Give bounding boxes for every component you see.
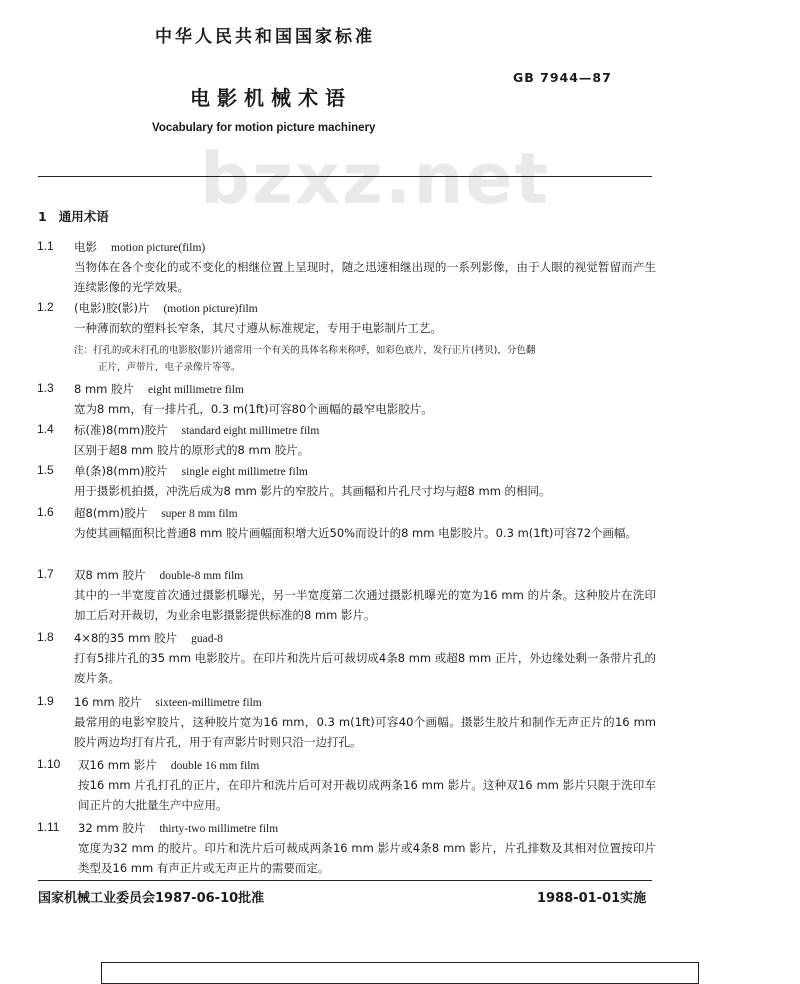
- entry-number: 1.3: [37, 381, 54, 395]
- term-en: double-8 mm film: [159, 570, 244, 582]
- entry-number: 1.5: [37, 463, 54, 477]
- section-title: 通用术语: [58, 209, 109, 224]
- approval-date: 国家机械工业委员会1987-06-10批准: [38, 891, 265, 906]
- term-cn: 电影: [74, 240, 97, 254]
- entry-number: 1.10: [37, 757, 61, 771]
- term-en: (motion picture)film: [163, 303, 258, 315]
- term-cn: 32 mm 胶片: [78, 821, 146, 835]
- term-en: motion picture(film): [111, 242, 206, 254]
- document-title-en: Vocabulary for motion picture machinery: [152, 122, 376, 134]
- entry-term: [74, 239, 205, 255]
- entry-definition: 打有5排片孔的35 mm 电影胶片。在印片和洗片后可裁切成4条8 mm 或超8 mm 正片，外边缘处剩一条带片孔的废片条。: [74, 651, 656, 685]
- term-cn: 超8(mm)胶片: [74, 506, 148, 520]
- effective-date: 1988-01-01实施: [537, 891, 647, 906]
- term-cn: 双8 mm 胶片: [74, 568, 146, 582]
- entry-definition: 一种薄而软的塑料长窄条，其尺寸遵从标准规定，专用于电影制片工艺。: [74, 321, 442, 335]
- footer-rule: [38, 880, 652, 881]
- entry-definition: 其中的一半宽度首次通过摄影机曝光，另一半宽度第二次通过摄影机曝光的宽为16 mm 的片条。这种胶片在洗印加工后对开裁切，为业余电影摄影提供标准的8 mm 影片。: [74, 588, 656, 622]
- entry-definition: 按16 mm 片孔打孔的正片，在印片和洗片后可对开裁切成两条16 mm 影片。这种双16 mm 影片只限于洗印车间正片的大批量生产中应用。: [78, 778, 656, 812]
- entry-number: 1.9: [37, 694, 54, 708]
- entry-number: 1.2: [37, 300, 54, 314]
- entry-definition: 用于摄影机拍摄，冲洗后成为8 mm 影片的窄胶片。其画幅和片孔尺寸均与超8 mm 的相同。: [74, 484, 551, 498]
- entry-term: [74, 505, 238, 521]
- note-line-cont: 正片，声带片，电子录像片等等。: [98, 362, 241, 373]
- term-cn: 8 mm 胶片: [74, 382, 135, 396]
- header-rule: [38, 176, 652, 177]
- national-standard-heading: 中华人民共和国国家标准: [155, 27, 375, 47]
- entry-definition: 当物体在各个变化的或不变化的相继位置上呈现时，随之迅速相继出现的一系列影像，由于人眼的视觉暂留而产生连续影像的光学效果。: [74, 260, 656, 294]
- entry-definition: 宽度为32 mm 的胶片。印片和洗片后可裁成两条16 mm 影片或4条8 mm 影片，片孔排数及其相对位置按印片类型及16 mm 有声正片或无声正片的需要而定。: [78, 841, 656, 875]
- section-number: 1: [38, 209, 47, 224]
- term-cn: 单(条)8(mm)胶片: [74, 464, 168, 478]
- entry-term: [74, 381, 244, 397]
- term-cn: 标(准)8(mm)胶片: [74, 423, 168, 437]
- term-en: double 16 mm film: [170, 760, 260, 772]
- term-en: eight millimetre film: [148, 384, 244, 396]
- term-en: thirty-two millimetre film: [159, 823, 279, 835]
- term-cn: (电影)胶(影)片: [74, 301, 150, 315]
- entry-number: 1.6: [37, 505, 54, 519]
- term-en: guad-8: [191, 633, 224, 645]
- watermark: bzxz.net: [200, 138, 551, 220]
- term-en: super 8 mm film: [161, 508, 238, 520]
- entry-number: 1.11: [37, 820, 60, 834]
- term-cn: 4×8的35 mm 胶片: [74, 631, 178, 645]
- term-cn: 双16 mm 影片: [78, 758, 157, 772]
- entry-number: 1.7: [37, 567, 54, 581]
- entry-number: 1.4: [37, 422, 54, 436]
- entry-number: 1.1: [37, 239, 54, 253]
- entry-term: [74, 567, 243, 583]
- term-cn: 16 mm 胶片: [74, 695, 142, 709]
- entry-definition: 宽为8 mm，有一排片孔，0.3 m(1ft)可容80个画幅的最窄电影胶片。: [74, 402, 433, 416]
- entry-definition: 为使其画幅面积比普通8 mm 胶片画幅面积增大近50%而设计的8 mm 电影胶片。0.3 m(1ft)可容72个画幅。: [74, 526, 638, 540]
- section-heading: [38, 207, 121, 225]
- entry-term: [78, 757, 259, 773]
- entry-term: [74, 463, 308, 479]
- entry-term: [74, 300, 258, 316]
- entry-term: [78, 820, 278, 836]
- standard-code: GB 7944—87: [513, 70, 612, 85]
- entry-definition: 最常用的电影窄胶片，这种胶片宽为16 mm，0.3 m(1ft)可容40个画幅。摄影生胶片和制作无声正片的16 mm 胶片两边均打有片孔，用于有声影片时则只沿一边打孔。: [74, 715, 656, 749]
- entry-term: [74, 422, 319, 438]
- entry-term: [74, 694, 262, 710]
- term-en: sixteen-millimetre film: [155, 697, 262, 709]
- entry-term: [74, 630, 223, 646]
- bottom-frame: [101, 962, 699, 984]
- entry-number: 1.8: [37, 630, 54, 644]
- document-title-cn: 电影机械术语: [190, 86, 352, 110]
- term-en: standard eight millimetre film: [181, 425, 320, 437]
- note-line: 注：打孔的或未打孔的电影胶(影)片通常用一个有关的具体名称来称呼，如彩色底片，发行正片(拷贝)，分色翻: [74, 345, 536, 356]
- term-en: single eight millimetre film: [181, 466, 308, 478]
- entry-definition: 区别于超8 mm 胶片的原形式的8 mm 胶片。: [74, 443, 310, 457]
- entry-note: [74, 342, 656, 376]
